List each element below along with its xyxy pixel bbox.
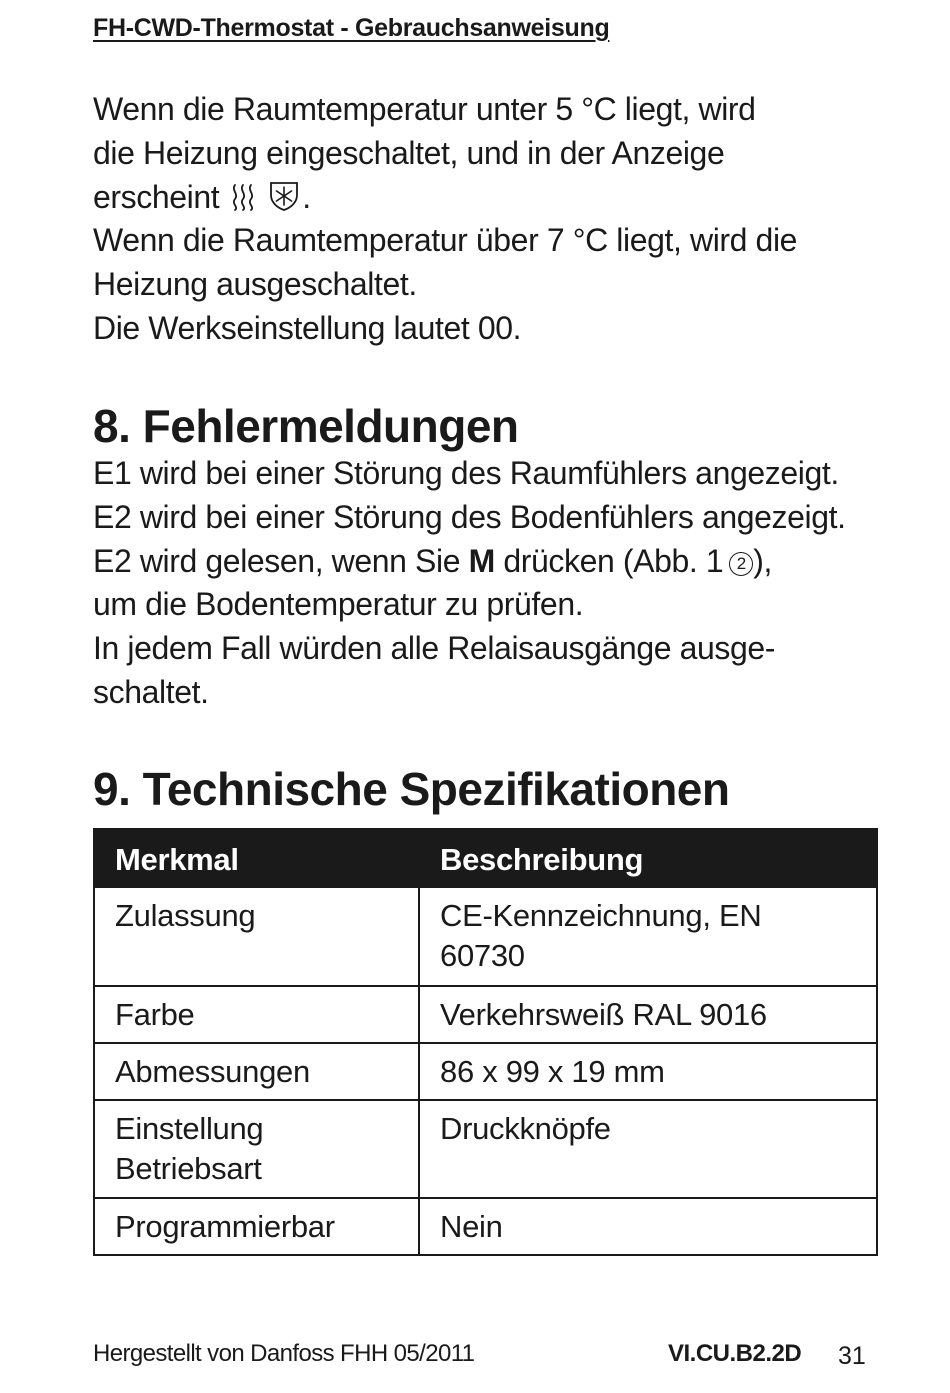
cell-line: Zulassung (115, 898, 256, 933)
table-cell-description (419, 1100, 877, 1198)
m-key-label: M (468, 542, 495, 579)
table-cell-feature (94, 887, 419, 986)
error-line: schaltet. (93, 673, 209, 710)
intro-line: Heizung ausgeschaltet. (93, 266, 417, 303)
heating-waves-icon (230, 182, 256, 212)
error-line-text: E2 wird gelesen, wenn Sie (93, 542, 469, 579)
table-row (94, 986, 877, 1043)
intro-line: Wenn die Raumtemperatur unter 5 °C liegt, wird (93, 91, 756, 127)
error-line (93, 540, 883, 584)
intro-line-text: erscheint (93, 178, 220, 215)
section-heading-error-messages: 8. Fehlermeldungen (93, 400, 519, 452)
table-cell-description (419, 1043, 877, 1100)
cell-line: 60730 (440, 938, 525, 973)
table-header-row (94, 829, 877, 887)
error-line: In jedem Fall würden alle Relaisausgänge ausge- (93, 630, 776, 667)
cell-line: 86 x 99 x 19 mm (440, 1054, 665, 1089)
cell-line: Einstellung (115, 1111, 264, 1146)
error-line-text: ), (753, 542, 773, 579)
intro-line: Wenn die Raumtemperatur über 7 °C liegt, wird die (93, 222, 798, 259)
running-header: FH-CWD-Thermostat - Gebrauchsanweisung (93, 14, 610, 42)
footer-document-code: VI.CU.B2.2D (668, 1340, 802, 1367)
cell-line: Farbe (115, 997, 195, 1032)
error-line: um die Bodentemperatur zu prüfen. (93, 586, 584, 623)
intro-paragraph (93, 88, 883, 351)
table-cell-feature (94, 986, 419, 1043)
cell-line: Nein (440, 1209, 503, 1244)
table-row (94, 887, 877, 986)
error-line-text: drücken (Abb. 1 (494, 542, 724, 579)
table-cell-description (419, 887, 877, 986)
frost-shield-icon (268, 180, 300, 212)
column-header-feature: Merkmal (94, 829, 419, 887)
intro-line-text: . (302, 178, 311, 215)
section-heading-technical-specs: 9. Technische Spezifikationen (93, 763, 730, 815)
intro-line: Die Werkseinstellung lautet 00. (93, 309, 522, 346)
cell-line: Betriebsart (115, 1151, 262, 1186)
figure-callout-number: 2 (729, 552, 753, 576)
footer-manufacturer: Hergestellt von Danfoss FHH 05/2011 (93, 1340, 475, 1367)
table-cell-feature (94, 1043, 419, 1100)
cell-line: Verkehrsweiß RAL 9016 (440, 997, 767, 1032)
error-line: E1 wird bei einer Störung des Raumfühlers angezeigt. (93, 455, 839, 491)
error-line: E2 wird bei einer Störung des Bodenfühlers angezeigt. (93, 498, 846, 535)
table-row (94, 1043, 877, 1100)
cell-line: Druckknöpfe (440, 1111, 611, 1146)
cell-line: CE-Kennzeichnung, EN (440, 898, 762, 933)
specifications-table (93, 828, 878, 1256)
intro-line: die Heizung eingeschaltet, und in der Anzeige (93, 134, 725, 171)
table-row (94, 1198, 877, 1255)
cell-line: Abmessungen (115, 1054, 310, 1089)
table-cell-feature (94, 1198, 419, 1255)
table-row (94, 1100, 877, 1198)
cell-line: Programmierbar (115, 1209, 335, 1244)
table-cell-feature (94, 1100, 419, 1198)
intro-line (93, 176, 883, 220)
table-cell-description (419, 986, 877, 1043)
error-messages-paragraph (93, 452, 883, 715)
column-header-description: Beschreibung (419, 829, 877, 887)
table-cell-description (419, 1198, 877, 1255)
page-number: 31 (838, 1342, 866, 1370)
